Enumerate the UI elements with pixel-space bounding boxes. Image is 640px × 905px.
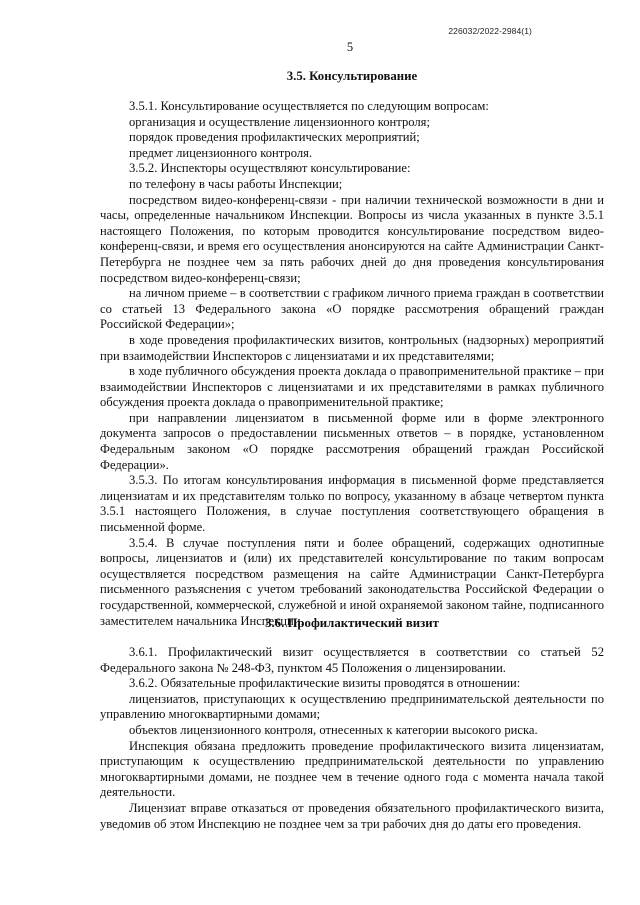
paragraph: в ходе публичного обсуждения проекта доклада о правоприменительной практике – при взаимодействии Инспекторов с лицензиатами и их представителями в рамках публичного обсуждения проекта доклада о правоприменительной практике; bbox=[100, 364, 604, 410]
document-number: 226032/2022-2984(1) bbox=[448, 26, 532, 36]
paragraph: 3.5.4. В случае поступления пяти и более обращений, содержащих однотипные вопросы, лицензиатов и (или) их представителей консультирование по таким вопросам осуществляется посредством размещения на сайте Администрации Санкт-Петербурга письменного разъяснения с учетом требований законодательства Российской Федерации о государственной, коммерческой, служебной и иной охраняемой законом тайне, подписанного заместителем начальника Инспекции. bbox=[100, 535, 604, 628]
page-number: 5 bbox=[346, 40, 354, 54]
paragraph: Лицензиат вправе отказаться от проведения обязательного профилактического визита, уведомив об этом Инспекцию не позднее чем за три рабочих дня до даты его проведения. bbox=[100, 800, 604, 831]
paragraph: 3.5.3. По итогам консультирования информация в письменной форме представляется лицензиатам и их представителям только по вопросу, указанному в абзаце четвертом пункта 3.5.1 настоящего Положения, в случае поступления соответствующего обращения в письменной форме. bbox=[100, 473, 604, 535]
paragraph: объектов лицензионного контроля, отнесенных к категории высокого риска. bbox=[129, 722, 538, 737]
paragraph: в ходе проведения профилактических визитов, контрольных (надзорных) мероприятий при взаимодействии Инспекторов с лицензиатами и их представителями; bbox=[100, 332, 604, 363]
section-consulting-body bbox=[100, 99, 604, 629]
paragraph: 3.6.1. Профилактический визит осуществляется в соответствии со статьей 52 Федерального закона № 248-ФЗ, пунктом 45 Положения о лицензировании. bbox=[100, 645, 604, 675]
paragraph: при направлении лицензиатом в письменной форме или в форме электронного документа запросов о предоставлении письменных ответов – в порядке, установленном Федеральным законом «О порядке рассмотрения обращений граждан Российской Федерации». bbox=[100, 410, 604, 472]
paragraph: организация и осуществление лицензионного контроля; bbox=[129, 114, 430, 129]
paragraph: предмет лицензионного контроля. bbox=[129, 145, 313, 160]
paragraph: Инспекция обязана предложить проведение профилактического визита лицензиатам, приступающим к осуществлению предпринимательской деятельности по управлению многоквартирными домами, не позднее чем в течение одного года с момента начала такой деятельности. bbox=[100, 738, 604, 800]
section-visit-body bbox=[100, 645, 604, 832]
paragraph: на личном приеме – в соответствии с графиком личного приема граждан в соответствии со статьей 13 Федерального закона «О порядке рассмотрения обращений граждан Российской Федерации»; bbox=[100, 286, 604, 332]
paragraph: посредством видео-конференц-связи - при наличии технической возможности в дни и часы, определенные начальником Инспекции. Вопросы из числа указанных в пункте 3.5.1 настоящего Положения, по которым проводится консультирование посредством видео-конференц-связи, и время его осуществления анонсируются на сайте Администрации Санкт-Петербурга не позднее чем за пять рабочих дней до дня проведения консультирования посредством видео-конференц-связи; bbox=[100, 192, 604, 285]
paragraph: 3.5.2. Инспекторы осуществляют консультирование: bbox=[129, 161, 411, 176]
paragraph: 3.5.1. Консультирование осуществляется по следующим вопросам: bbox=[129, 99, 489, 113]
paragraph: порядок проведения профилактических мероприятий; bbox=[129, 130, 420, 145]
section-heading-prophylactic-visit: 3.6. Профилактический визит bbox=[265, 616, 439, 630]
paragraph: 3.6.2. Обязательные профилактические визиты проводятся в отношении: bbox=[129, 676, 521, 691]
paragraph: по телефону в часы работы Инспекции; bbox=[129, 176, 343, 191]
paragraph: лицензиатов, приступающих к осуществлению предпринимательской деятельности по управлению многоквартирными домами; bbox=[100, 691, 604, 722]
section-heading-consulting: 3.5. Консультирование bbox=[286, 69, 418, 83]
